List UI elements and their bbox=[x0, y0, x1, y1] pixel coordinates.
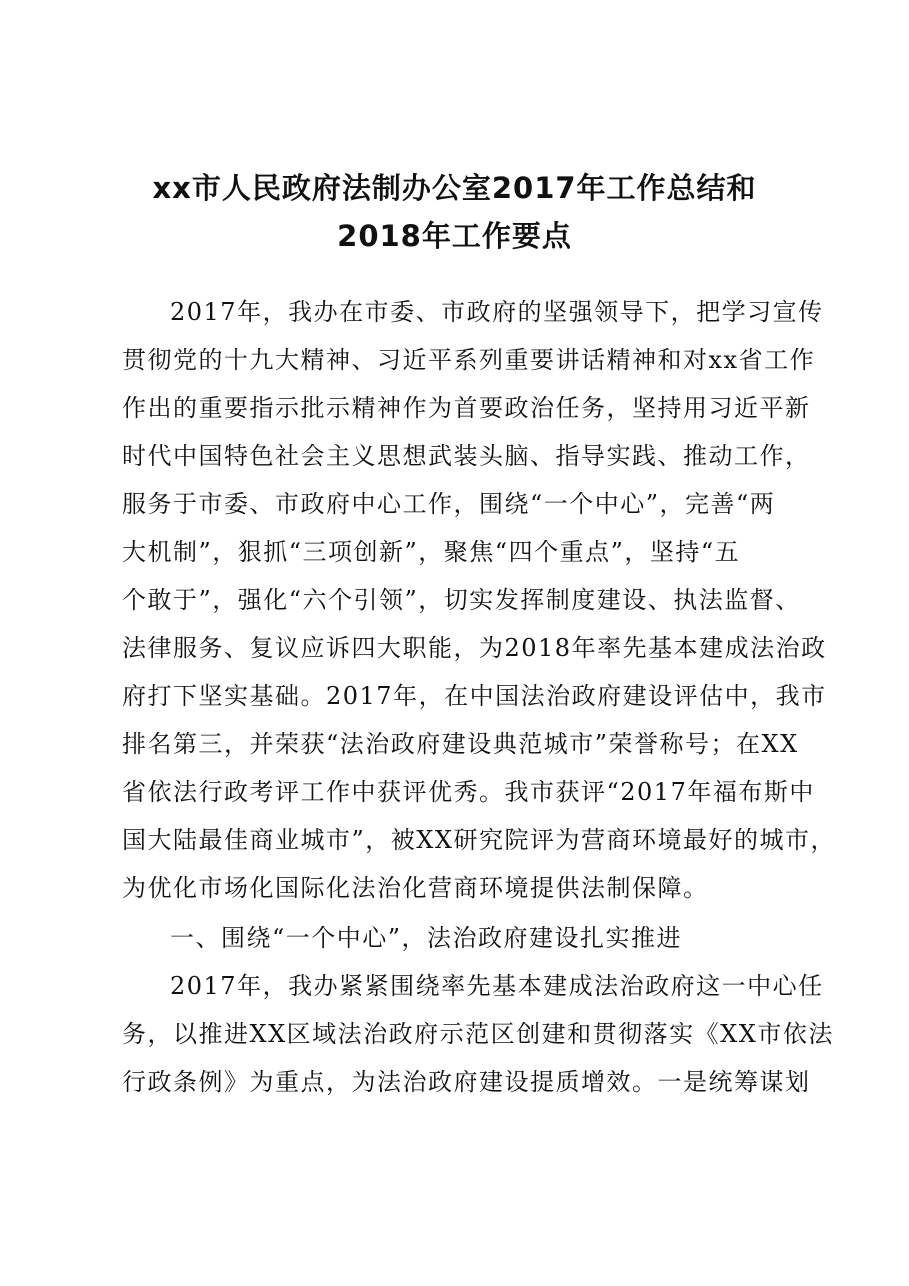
body-line: 2017年，我办在市委、市政府的坚强领导下，把学习宣传 bbox=[170, 298, 824, 326]
body-line: 2017年，我办紧紧围绕率先基本建成法治政府这一中心任 bbox=[170, 972, 824, 1000]
body-line: 时代中国特色社会主义思想武装头脑、指导实践、推动工作， bbox=[122, 442, 811, 470]
body-line: 服务于市委、市政府中心工作，围绕“一个中心”，完善“两 bbox=[122, 490, 776, 518]
body-line: 府打下坚实基础。2017年，在中国法治政府建设评估中，我市 bbox=[122, 682, 827, 710]
body-line: 国大陆最佳商业城市”，被XX研究院评为营商环境最好的城市， bbox=[122, 826, 836, 854]
document-title-line-1: xx市人民政府法制办公室2017年工作总结和 bbox=[152, 171, 757, 205]
body-line: 个敢于”，强化“六个引领”，切实发挥制度建设、执法监督、 bbox=[122, 586, 801, 614]
body-line: 贯彻党的十九大精神、习近平系列重要讲话精神和对xx省工作 bbox=[122, 346, 816, 374]
body-line: 为优化市场化国际化法治化营商环境提供法制保障。 bbox=[122, 874, 709, 902]
document-title-line-2: 2018年工作要点 bbox=[337, 219, 572, 253]
body-line: 大机制”，狠抓“三项创新”，聚焦“四个重点”，坚持“五 bbox=[122, 538, 741, 566]
body-line: 排名第三，并荣获“法治政府建设典范城市”荣誉称号；在XX bbox=[122, 730, 799, 758]
section-heading: 一、围绕“一个中心”，法治政府建设扎实推进 bbox=[170, 924, 683, 952]
body-line: 作出的重要指示批示精神作为首要政治任务，坚持用习近平新 bbox=[122, 394, 811, 422]
body-line: 法律服务、复议应诉四大职能，为2018年率先基本建成法治政 bbox=[122, 634, 827, 662]
body-line: 务，以推进XX区域法治政府示范区创建和贯彻落实《XX市依法 bbox=[122, 1020, 834, 1048]
body-line: 行政条例》为重点，为法治政府建设提质增效。一是统筹谋划 bbox=[122, 1068, 811, 1096]
body-line: 省依法行政考评工作中获评优秀。我市获评“2017年福布斯中 bbox=[122, 778, 815, 806]
